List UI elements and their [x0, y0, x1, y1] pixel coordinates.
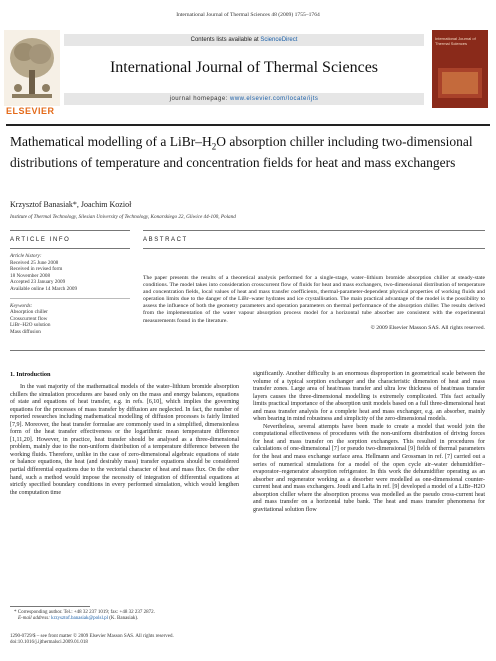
publisher-name: ELSEVIER: [6, 106, 55, 116]
issn-line: 1290-0729/$ – see front matter © 2009 Elsevier Masson SAS. All rights reserved.: [10, 634, 174, 639]
doi-line: doi:10.1016/j.ijthermalsci.2009.01.018: [10, 640, 88, 646]
article-info-heading: ARTICLE INFO: [10, 237, 71, 243]
article-history: [10, 253, 130, 293]
article-info-panel: [10, 230, 130, 336]
journal-masthead: [4, 26, 492, 122]
history-item: 18 November 2008: [10, 272, 51, 279]
abstract-text: [143, 275, 485, 332]
abstract-header: [143, 230, 485, 249]
keyword-item: Mass diffusion: [10, 328, 41, 335]
contents-prefix: Contents lists available at: [190, 37, 261, 43]
body-paragraph: In the vast majority of the mathematical models of the water–lithium bromide absorption chillers the simulation procedures are based only on the mass and energy balances, equations of state and equations of heat transfer, e.g. in refs. [6,10], which implies the governing equations for the processes of mass transfer by diffusion are neglected. In fact, the number of reported researches including mathematical modelling of diffusion processes is fairly limited [7,9]. Moreover, the heat transfer formulae are commonly used in a simplified, dimensionless form of the heat transfer effectiveness or the logarithmic mean temperature difference [1,11,20]. However, in practice, heat transfer should be analysed as a three-dimensional problem, mainly due to the non-uniform distribution of a temperature difference between the working fluids. Therefore, unlike in the case of zero-dimensional algebraic equations of state or balance equations, the heat (and desirably mass) transfer equations should be considered partial differential equations due to the vectorial character of heat and mass flux. On the other hand, such a method would impose the necessity of integration of differential equations at strictly specified boundary conditions in every performed simulation, which would lengthen the computation time: [10, 384, 239, 496]
email-label: E-mail address:: [18, 616, 52, 622]
cover-title: International Journal of Thermal Sciences: [435, 36, 476, 46]
history-item: Available online 14 March 2009: [10, 285, 78, 292]
keywords-label: Keywords:: [10, 302, 33, 309]
email-line: [14, 616, 240, 622]
journal-homepage-banner: [64, 93, 424, 105]
email-suffix: (K. Banasiak).: [107, 616, 139, 622]
keywords: [10, 303, 130, 336]
email-link[interactable]: krzysztof.banasiak@polsl.pl: [51, 616, 108, 622]
journal-citation: International Journal of Thermal Sciences 48 (2009) 1755–1764: [176, 12, 320, 18]
keyword-item: LiBr–H2O solution: [10, 322, 51, 329]
article-authors: Krzysztof Banasiak*, Joachim Kozioł: [10, 200, 132, 209]
homepage-prefix: journal homepage:: [169, 96, 230, 102]
abstract-bottom-rule: [10, 350, 485, 351]
body-column-right: [253, 371, 485, 514]
footnote: [14, 610, 240, 623]
masthead-rule: [6, 124, 490, 126]
journal-cover-thumbnail: [432, 30, 488, 108]
corresponding-author: * Corresponding author. Tel.: +48 32 237 1019; fax: +48 32 237 2872.: [14, 610, 155, 615]
homepage-link[interactable]: www.elsevier.com/locate/ijts: [230, 96, 319, 102]
body-paragraph: Nevertheless, several attempts have been made to create a model that would join the computational effectiveness of procedures with the non-uniform distribution of driving forces for heat and mass transfer on the sorption exchangers. This resulted in procedures for calculations of one-dimensional [7] or pseudo two-dimensional [9] fields of thermal parameters for the heat and mass exchange surface area. Hellmann and Grossman in ref. [7] carried out a series of numerical simulations for a model of the open cycle air–water dehumidifier–evaporator–regenerator absorption refrigerator. In this work the dehumidifier operating as an absorber and regenerator working as a desorber were modelled as one-dimensional counter-current heat and mass exchangers. Joudi and Lafta in ref. [9] developed a model of a LiBr–H2O absorption chiller where the absorption process was modelled as the pseudo cross-current heat and mass transfer on a horizontal tube bank. The heat and mass transfer phenomena for gravitational solution flow: [253, 423, 485, 513]
keyword-item: Absorption chiller: [10, 309, 48, 316]
history-label: Article history:: [10, 253, 42, 259]
publication-info: [10, 634, 310, 647]
history-item: Accepted 23 January 2009: [10, 279, 66, 286]
keyword-item: Crosscurrent flow: [10, 315, 48, 322]
abstract-rule: [143, 248, 485, 249]
section-heading-introduction: 1. Introduction: [10, 371, 51, 378]
journal-title: International Journal of Thermal Sciences: [109, 59, 379, 76]
article-affiliation: Institute of Thermal Technology, Silesian University of Technology, Konarskiego 22, Gliwice 44-100, Poland: [10, 214, 236, 220]
sciencedirect-link[interactable]: ScienceDirect: [260, 37, 298, 43]
contents-banner: [64, 34, 424, 46]
history-item: Received 25 June 2008: [10, 259, 59, 266]
abstract-heading: ABSTRACT: [143, 237, 188, 243]
footnote-rule: [10, 606, 90, 607]
abstract-copyright: © 2009 Elsevier Masson SAS. All rights reserved.: [370, 324, 485, 331]
article-info-rule: [10, 248, 130, 249]
history-item: Received in revised form: [10, 266, 63, 273]
body-paragraph: significantly. Another difficulty is an enormous disproportion in geometrical scale between the volume of a typical sorption exchanger and the characteristic dimension of heat and mass transfer zones. Large area of heat/mass transfer and ultra low thickness of heat/mass transfer layers causes the three-dimensional modelling is extremely complicated. This fact actually limits practical importance of the absorption unit models based on a full three-dimensional heat and mass transfer analysis for a complete heat and mass exchanger, e.g. an absorber, mainly when bearing in mind robustness and simplicity of the zero-dimensional models.: [253, 371, 485, 423]
article-title: Mathematical modelling of a LiBr–$H_2O$ absorption chiller including two-dimensional distributions of temperature and concentration fields for heat and mass exchangers: [10, 134, 473, 171]
keywords-rule: [10, 298, 130, 299]
abstract-body: The paper presents the results of a theoretical analysis performed for a single-stage, water–lithium bromide absorption chiller at steady-state conditions. The model takes into consideration crosscurrent flow of fluids for heat and mass exchangers, two-dimensional distribution of temperature and concentration fields, local values of heat and mass transfer coefficients, thermal-parameter-dependent physical properties of working fluids and operation limits due to the danger of the LiBr–water hydrates and ice crystallisation. The main practical advantage of the model is the possibility to assess the influence of both the geometry parameters and operation parameters on thermal performance of the absorption chiller. The results derived from the implementation of the water vapour absorption process model for a horizontal tube absorber are consistent with the experimental measurements found in the literature.: [143, 275, 485, 324]
article-info-top-rule: [10, 230, 130, 231]
abstract-top-rule: [143, 230, 485, 231]
elsevier-tree-logo: [4, 30, 60, 110]
body-column-left: [10, 384, 239, 497]
